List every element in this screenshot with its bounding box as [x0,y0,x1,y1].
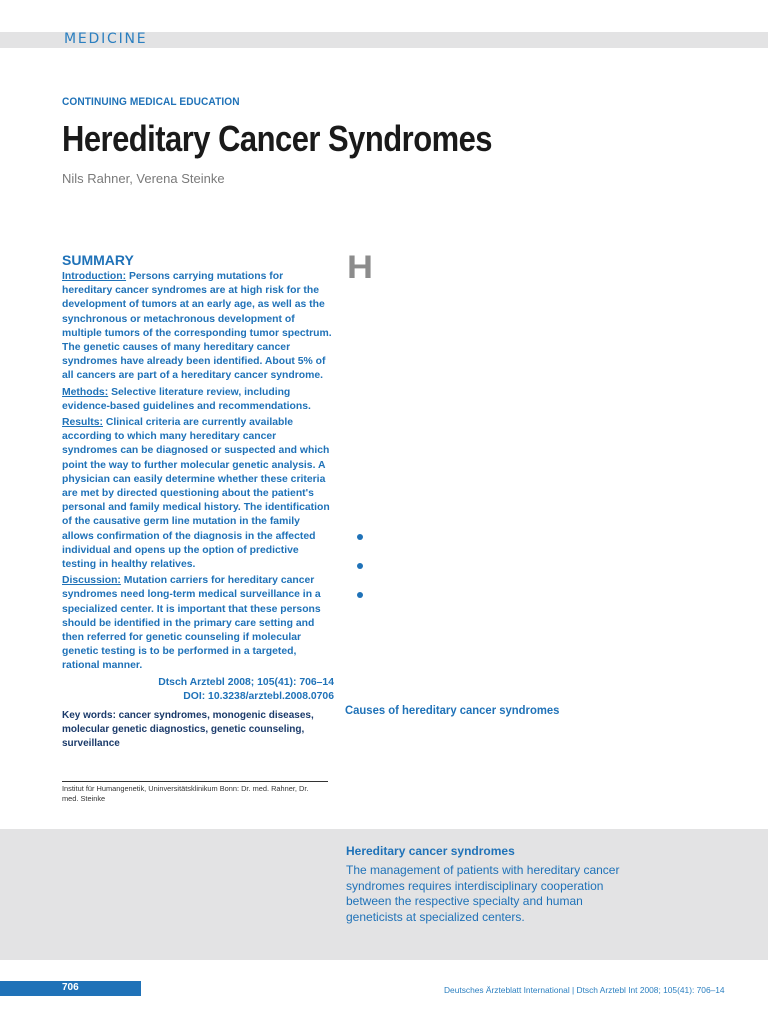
bullet-dot [357,534,363,540]
results-text: Clinical criteria are currently available according to which many hereditary cancer syndromes can be diagnosed or suspected and which point the way to further molecular genetic analysis. A physician can easily determine whether these criteria are met by directed questioning about the patient's personal and family medical history. The identification of the causative germ line mutation in the family allows confirmation of the diagnosis in the affected individual and opens up the option of predictive testing in healthy relatives. [62,417,330,571]
methods-text: Selective literature review, including evidence-based guidelines and recommendations. [62,386,311,412]
causes-heading: Causes of hereditary cancer syndromes [345,703,560,717]
summary-heading: SUMMARY [62,252,134,268]
dropcap-letter [347,255,373,279]
results-label: Results: [62,417,103,429]
summary-results [62,416,334,572]
affiliation-note: Institut für Humangenetik, Uninversitätsklinikum Bonn: Dr. med. Rahner, Dr. med. Steinke [62,784,309,803]
article-authors: Nils Rahner, Verena Steinke [62,171,225,186]
summary-discussion [62,574,334,673]
discussion-text: Mutation carriers for hereditary cancer syndromes need long-term medical surveillance in a specialized center. It is important that these persons should be identified in the primary care setting and then referred for genetic counseling if molecular genetic testing is to be performed in a targeted, rational manner. [62,575,321,672]
summary-column [62,252,334,751]
box-text: The management of patients with hereditary cancer syndromes requires interdisciplinary cooperation between the respective specialty and human geneticists at specialized centers. [346,863,620,924]
dropcap-glyph: H [347,255,373,279]
footer-journal: Deutsches Ärzteblatt International | Dtsch Arztebl Int 2008; 105(41): 706–14 [444,985,725,995]
keywords [62,709,334,751]
doi: DOI: 10.3238/arztebl.2008.0706 [183,690,334,702]
article-title: Hereditary Cancer Syndromes [62,118,493,159]
bullet-dot [357,592,363,598]
introduction-text: Persons carrying mutations for hereditary cancer syndromes are at high risk for the development of tumors at an early age, as well as the synchronous or metachronous development of multiple tumors of the corresponding tumor spectrum. The genetic causes of many hereditary cancer syndromes have already been identified. About 5% of all cancers are part of a hereditary cancer syndrome. [62,271,332,382]
page-number: 706 [62,982,79,993]
bullet-dot [357,563,363,569]
article-kicker: CONTINUING MEDICAL EDUCATION [62,96,240,108]
box-heading: Hereditary cancer syndromes [346,844,515,858]
methods-label: Methods: [62,386,109,398]
citation: Dtsch Arztebl 2008; 105(41): 706–14 [158,676,334,688]
section-label: MEDICINE [64,31,148,47]
discussion-label: Discussion: [62,575,121,587]
summary-methods [62,386,334,414]
keywords-label: Key words: [62,709,116,721]
keywords-text: cancer syndromes, monogenic diseases, molecular genetic diagnostics, genetic counseling, surveillance [62,709,314,749]
introduction-label: Introduction: [62,271,127,282]
affiliation-rule [62,781,328,782]
summary-introduction [62,270,334,384]
